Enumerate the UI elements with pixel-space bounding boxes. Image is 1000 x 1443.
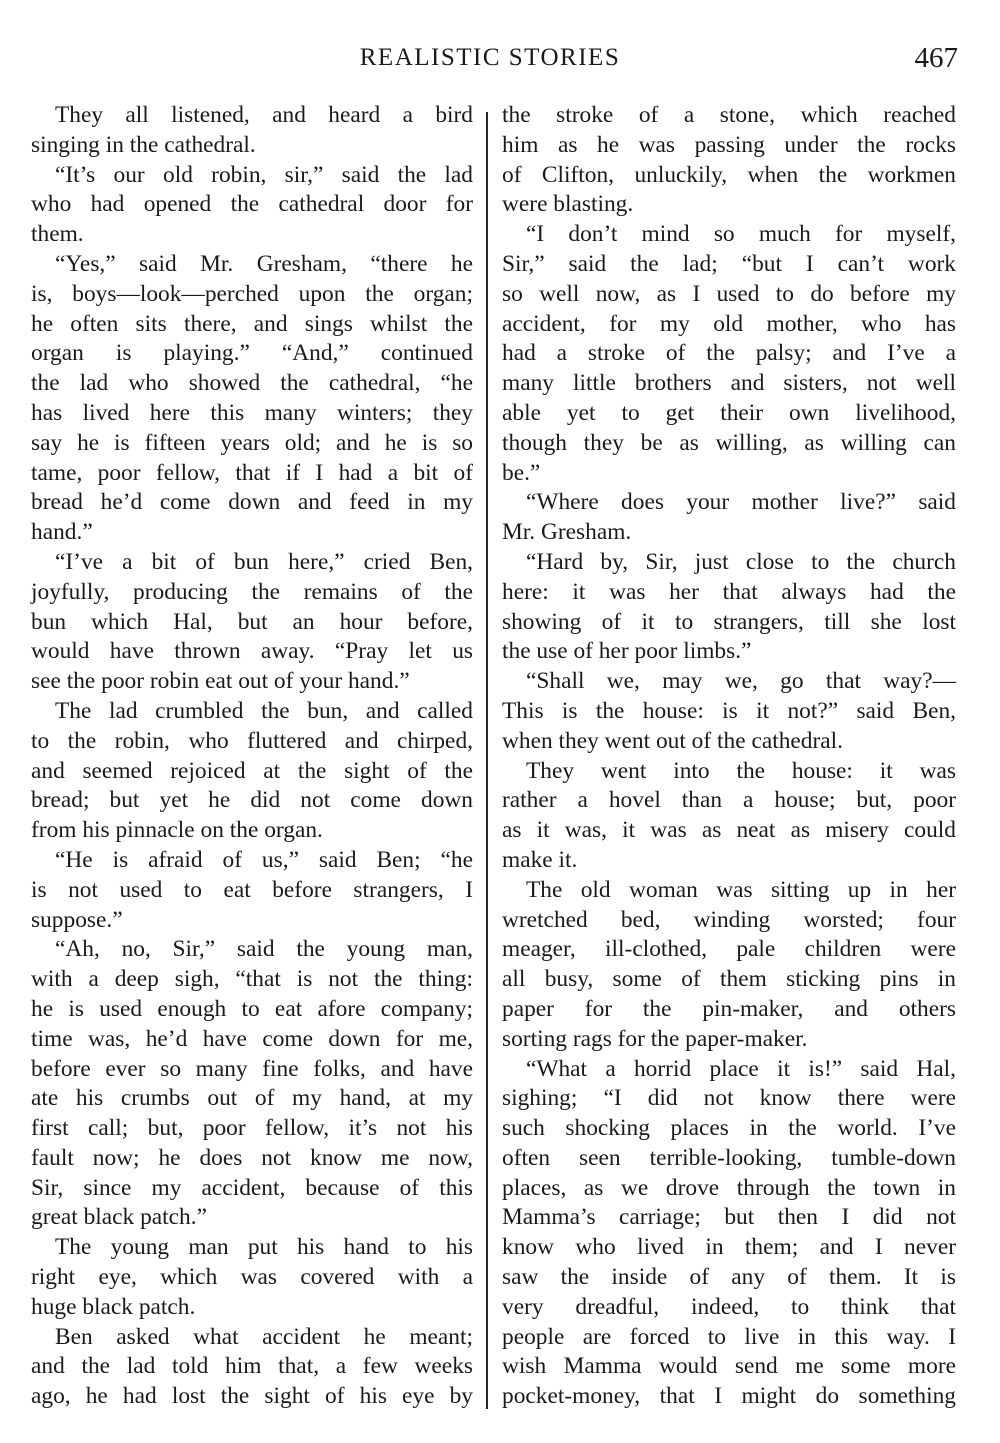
text-line: organ is playing.” “And,” continued bbox=[31, 340, 473, 367]
text-line: first call; but, poor fellow, it’s not his bbox=[31, 1115, 473, 1142]
text-line: though they be as willing, as willing can bbox=[502, 429, 956, 456]
text-line: wretched bed, winding worsted; four bbox=[502, 906, 956, 933]
text-line: to the robin, who fluttered and chirped, bbox=[31, 727, 473, 754]
text-line: places, as we drove through the town in bbox=[502, 1174, 956, 1201]
text-line: fault now; he does not know me now, bbox=[31, 1144, 473, 1171]
text-line: singing in the cathedral. bbox=[31, 131, 256, 158]
text-line: bread; but yet he did not come down bbox=[31, 787, 473, 814]
text-line: The old woman was sitting up in her bbox=[526, 876, 956, 903]
text-line: be.” bbox=[502, 459, 541, 486]
text-line: accident, for my old mother, who has bbox=[502, 310, 956, 337]
text-line: sighing; “I did not know there were bbox=[502, 1085, 956, 1112]
text-line: “What a horrid place it is!” said Hal, bbox=[526, 1055, 956, 1082]
text-line: here: it was her that always had the bbox=[502, 578, 956, 605]
text-line: who had opened the cathedral door for bbox=[31, 191, 473, 218]
text-line: “I don’t mind so much for myself, bbox=[526, 221, 956, 248]
text-line: The lad crumbled the bun, and called bbox=[55, 697, 473, 724]
text-line: make it. bbox=[502, 846, 578, 873]
text-line: “Where does your mother live?” said bbox=[526, 489, 956, 516]
text-line: had a stroke of the palsy; and I’ve a bbox=[502, 340, 956, 367]
text-line: him as he was passing under the rocks bbox=[502, 131, 956, 158]
text-line: The young man put his hand to his bbox=[55, 1234, 473, 1261]
text-line: Mr. Gresham. bbox=[502, 519, 632, 546]
text-line: “It’s our old robin, sir,” said the lad bbox=[55, 161, 473, 188]
text-line: saw the inside of any of them. It is bbox=[502, 1264, 956, 1291]
text-line: wish Mamma would send me some more bbox=[502, 1353, 956, 1380]
text-line: “Ah, no, Sir,” said the young man, bbox=[55, 936, 473, 963]
text-line: when they went out of the cathedral. bbox=[502, 727, 843, 754]
text-line: and seemed rejoiced at the sight of the bbox=[31, 757, 473, 784]
text-line: ago, he had lost the sight of his eye by bbox=[31, 1383, 473, 1410]
text-line: They went into the house: it was bbox=[526, 757, 956, 784]
text-line: is, boys—look—perched upon the organ; bbox=[31, 280, 473, 307]
text-line: “Shall we, may we, go that way?— bbox=[526, 668, 956, 695]
text-line: say he is fifteen years old; and he is so bbox=[31, 429, 473, 456]
text-line: know who lived in them; and I never bbox=[502, 1234, 956, 1261]
text-line: great black patch.” bbox=[31, 1204, 207, 1231]
text-line: is not used to eat before strangers, I bbox=[31, 876, 473, 903]
text-line: time was, he’d have come down for me, bbox=[31, 1025, 473, 1052]
text-line: ate his crumbs out of my hand, at my bbox=[31, 1085, 473, 1112]
column-divider bbox=[486, 112, 488, 1409]
text-line: right eye, which was covered with a bbox=[31, 1264, 473, 1291]
text-line: very dreadful, indeed, to think that bbox=[502, 1293, 956, 1320]
text-line: he often sits there, and sings whilst the bbox=[31, 310, 473, 337]
text-line: rather a hovel than a house; but, poor bbox=[502, 787, 956, 814]
text-line: bun which Hal, but an hour before, bbox=[31, 608, 473, 635]
text-line: suppose.” bbox=[31, 906, 123, 933]
left-text-column bbox=[31, 101, 473, 1412]
text-line: of Clifton, unluckily, when the workmen bbox=[502, 161, 956, 188]
text-line: before ever so many fine folks, and have bbox=[31, 1055, 473, 1082]
text-line: pocket-money, that I might do something bbox=[502, 1383, 956, 1410]
text-line: often seen terrible-looking, tumble-down bbox=[502, 1144, 956, 1171]
text-line: with a deep sigh, “that is not the thing: bbox=[31, 966, 473, 993]
text-line: so well now, as I used to do before my bbox=[502, 280, 956, 307]
text-line: all busy, some of them sticking pins in bbox=[502, 966, 956, 993]
text-line: paper for the pin-maker, and others bbox=[502, 995, 956, 1022]
running-header-title: REALISTIC STORIES bbox=[359, 44, 621, 71]
text-line: This is the house: is it not?” said Ben, bbox=[502, 697, 956, 724]
text-line: sorting rags for the paper-maker. bbox=[502, 1025, 808, 1052]
text-line: able yet to get their own livelihood, bbox=[502, 399, 956, 426]
text-line: as it was, it was as neat as misery could bbox=[502, 817, 956, 844]
text-line: would have thrown away. “Pray let us bbox=[31, 638, 473, 665]
text-line: bread he’d come down and feed in my bbox=[31, 489, 473, 516]
text-line: and the lad told him that, a few weeks bbox=[31, 1353, 473, 1380]
text-line: huge black patch. bbox=[31, 1293, 196, 1320]
text-line: many little brothers and sisters, not well bbox=[502, 370, 956, 397]
text-line: from his pinnacle on the organ. bbox=[31, 817, 323, 844]
text-line: “He is afraid of us,” said Ben; “he bbox=[55, 846, 473, 873]
text-line: the lad who showed the cathedral, “he bbox=[31, 370, 473, 397]
page-number: 467 bbox=[914, 42, 958, 74]
text-line: showing of it to strangers, till she lost bbox=[502, 608, 956, 635]
text-line: They all listened, and heard a bird bbox=[55, 102, 473, 128]
text-line: Sir,” said the lad; “but I can’t work bbox=[502, 250, 956, 277]
text-line: meager, ill-clothed, pale children were bbox=[502, 936, 956, 963]
text-line: the use of her poor limbs.” bbox=[502, 638, 752, 665]
text-line: Mamma’s carriage; but then I did not bbox=[502, 1204, 956, 1231]
text-line: such shocking places in the world. I’ve bbox=[502, 1115, 956, 1142]
text-line: has lived here this many winters; they bbox=[31, 399, 473, 426]
text-line: “Yes,” said Mr. Gresham, “there he bbox=[55, 250, 473, 277]
right-text-column bbox=[502, 101, 956, 1412]
text-line: were blasting. bbox=[502, 191, 634, 218]
text-line: “I’ve a bit of bun here,” cried Ben, bbox=[55, 548, 473, 575]
text-line: the stroke of a stone, which reached bbox=[502, 102, 956, 128]
text-line: joyfully, producing the remains of the bbox=[31, 578, 473, 605]
text-line: “Hard by, Sir, just close to the church bbox=[526, 548, 956, 575]
text-line: them. bbox=[31, 221, 84, 248]
text-line: see the poor robin eat out of your hand.” bbox=[31, 668, 410, 695]
text-line: Sir, since my accident, because of this bbox=[31, 1174, 473, 1201]
text-line: Ben asked what accident he meant; bbox=[55, 1323, 473, 1350]
text-line: people are forced to live in this way. I bbox=[502, 1323, 956, 1350]
text-line: he is used enough to eat afore company; bbox=[31, 995, 473, 1022]
text-line: tame, poor fellow, that if I had a bit of bbox=[31, 459, 473, 486]
text-line: hand.” bbox=[31, 519, 93, 546]
